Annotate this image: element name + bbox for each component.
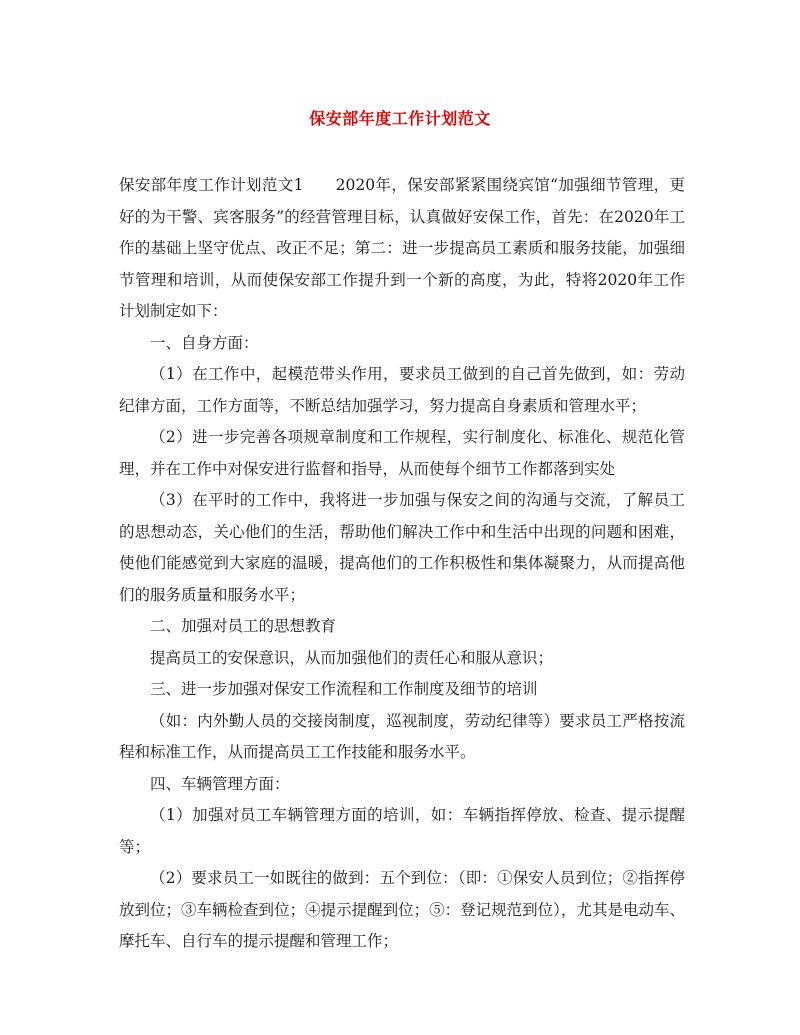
paragraph-vehicles-1: （1）加强对员工车辆管理方面的培训，如：车辆指挥停放、检查、提示提醒等； (119, 806, 685, 856)
section-heading-self: 一、自身方面： (150, 333, 259, 352)
paragraph-self-3: （3）在平时的工作中，我将进一步加强与保安之间的沟通与交流，了解员工的思想动态，关心他们的生活，帮助他们解决工作中和生活中出现的问题和困难，使他们能感觉到大家庭的温暖，提高他们的工作积极性和集体凝聚力，从而提高他们的服务质量和服务水平； (119, 491, 685, 604)
section-heading-training: 三、进一步加强对保安工作流程和工作制度及细节的培训 (150, 680, 538, 698)
document-body (119, 170, 685, 958)
paragraph-self-2: （2）进一步完善各项规章制度和工作规程，实行制度化、标准化、规范化管理，并在工作中对保安进行监督和指导，从而使每个细节工作都落到实处 (119, 428, 685, 478)
document-title: 保安部年度工作计划范文 (309, 109, 491, 128)
paragraph-education: 提高员工的安保意识，从而加强他们的责任心和服从意识； (150, 648, 554, 667)
paragraph-self-1: （1）在工作中，起模范带头作用，要求员工做到的自己首先做到，如：劳动纪律方面，工作方面等，不断总结加强学习，努力提高自身素质和管理水平； (119, 365, 685, 415)
section-heading-vehicles: 四、车辆管理方面： (150, 774, 290, 793)
section-heading-education: 二、加强对员工的思想教育 (150, 617, 337, 635)
paragraph-training: （如：内外勤人员的交接岗制度，巡视制度，劳动纪律等）要求员工严格按流程和标准工作，从而提高员工工作技能和服务水平。 (119, 711, 685, 761)
paragraph-vehicles-2: （2）要求员工一如既往的做到：五个到位：（即：①保安人员到位；②指挥停放到位；③车辆检查到位；④提示提醒到位；⑤：登记规范到位），尤其是电动车、摩托车、自行车的提示提醒和管理工作； (119, 869, 685, 950)
intro-paragraph: 保安部年度工作计划范文1 2020年，保安部紧紧围绕宾馆“加强细节管理，更好的为干警、宾客服务”的经营管理目标，认真做好安保工作，首先：在2020年工作的基础上坚守优点、改正不足；第二：进一步提高员工素质和服务技能，加强细节管理和培训，从而使保安部工作提升到一个新的高度，为此，特将2020年工作计划制定如下： (119, 176, 685, 320)
